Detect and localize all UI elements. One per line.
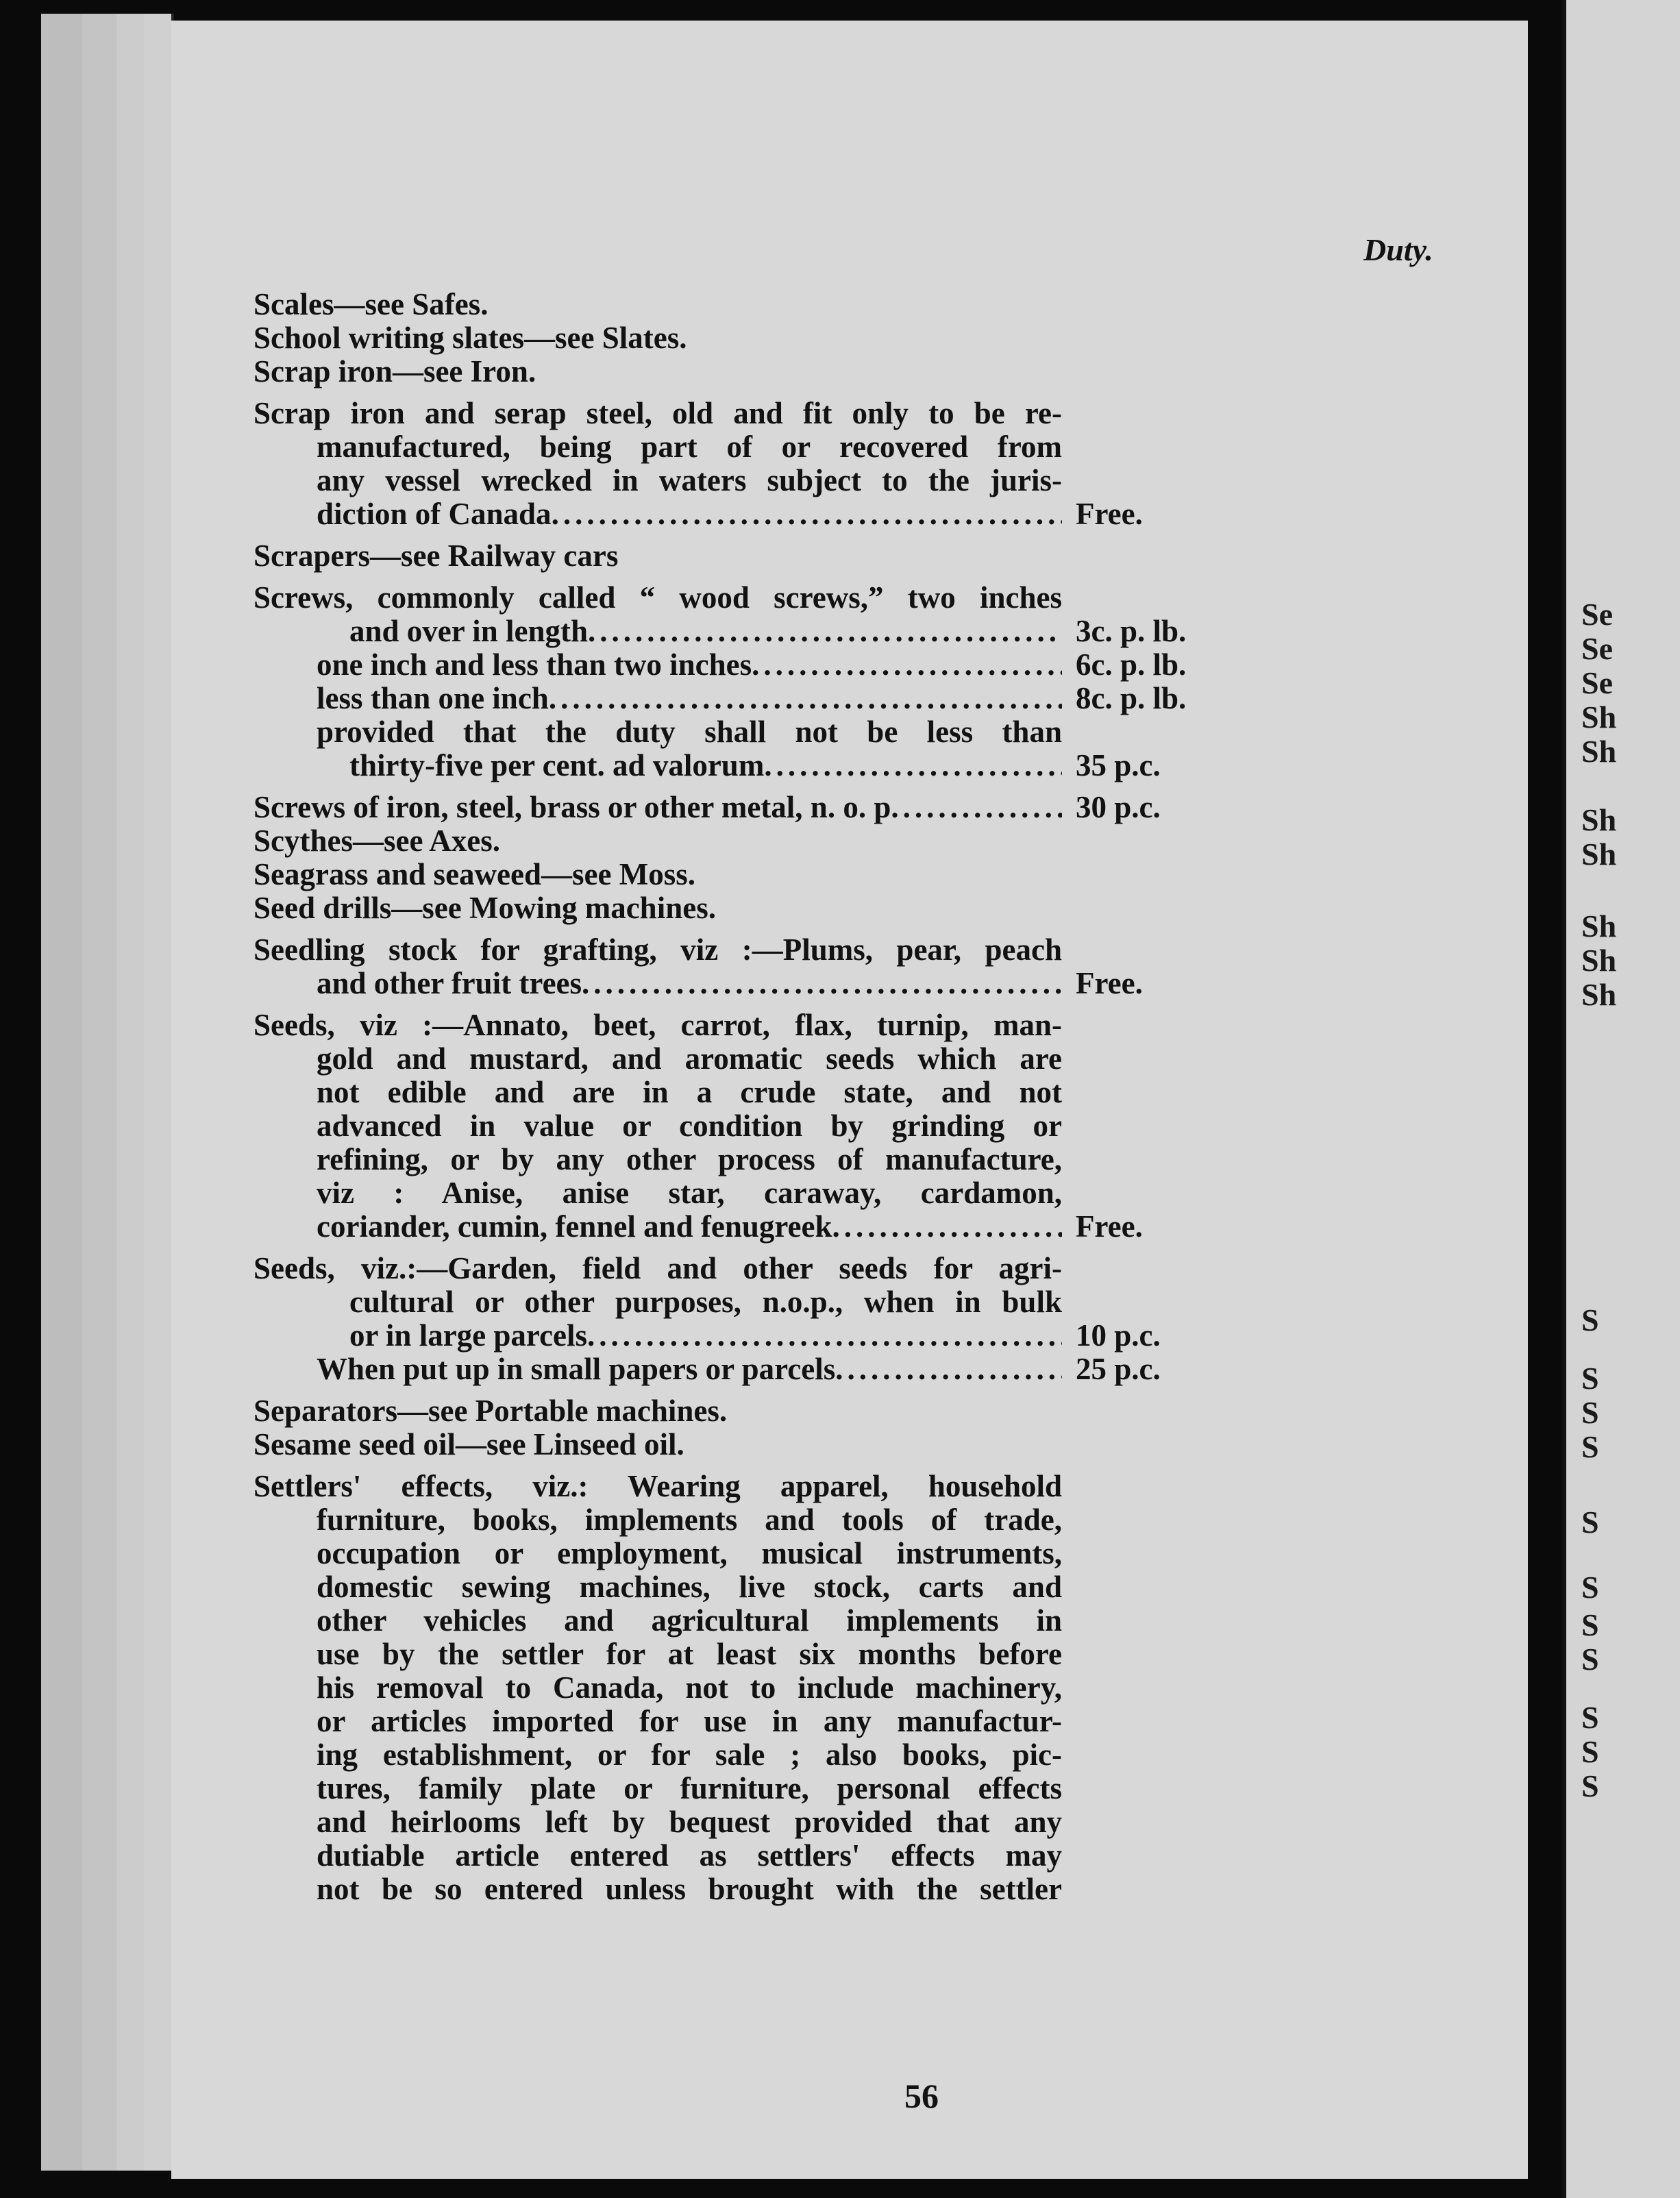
entry-text: and other fruit trees [317, 966, 582, 1000]
tariff-entry [254, 581, 1384, 615]
entry-text: advanced in value or condition by grinding or [317, 1109, 1062, 1143]
facing-page-fragment [1562, 0, 1680, 2198]
entry-text: cultural or other purposes, n.o.p., when in bulk [349, 1285, 1062, 1319]
facing-page-letter: Sh [1581, 909, 1617, 943]
tariff-entry [254, 891, 1384, 925]
facing-page-letter: S [1581, 1700, 1599, 1735]
facing-page-letter: Se [1581, 597, 1613, 632]
entry-text: refining, or by any other process of manufacture, [317, 1142, 1062, 1176]
duty-value: Free. [1076, 497, 1143, 531]
entry-text: tures, family plate or furniture, personal effects [317, 1771, 1062, 1805]
tariff-entry [254, 933, 1384, 1000]
entry-text: less than one inch [317, 681, 549, 715]
entry-text: Seeds, viz.:—Garden, field and other seeds for agri- [254, 1251, 1062, 1285]
entry-text: Seed drills—see Mowing machines. [254, 891, 716, 925]
tariff-entry [254, 1252, 1384, 1353]
entry-text: Seedling stock for grafting, viz :—Plums, pear, peach [254, 933, 1062, 967]
entry-text: not be so entered unless brought with the settler [317, 1872, 1062, 1906]
tariff-entry [254, 615, 1384, 648]
entry-text: When put up in small papers or parcels [317, 1352, 836, 1386]
facing-page-letter: Sh [1581, 943, 1617, 978]
tariff-entry [254, 539, 1384, 573]
entry-text: Screws, commonly called “ wood screws,” two inches [254, 580, 1062, 615]
page-edge [116, 14, 147, 2171]
entry-text: Settlers' effects, viz.: Wearing apparel, household [254, 1469, 1062, 1503]
page-edge [41, 14, 85, 2171]
tariff-entry [254, 824, 1384, 858]
duty-column-heading: Duty. [1363, 232, 1433, 267]
duty-value: 25 p.c. [1076, 1352, 1161, 1386]
entry-text: dutiable article entered as settlers' effects may [317, 1838, 1062, 1873]
entry-text: any vessel wrecked in waters subject to the juris- [317, 463, 1062, 497]
entry-text: Seagrass and seaweed—see Moss. [254, 857, 695, 891]
tariff-entry [254, 1428, 1384, 1461]
entry-text: thirty-five per cent. ad valorum [349, 748, 765, 782]
facing-page-letter: S [1581, 1505, 1599, 1540]
facing-page-letter: S [1581, 1642, 1599, 1677]
duty-value: 35 p.c. [1076, 748, 1161, 782]
duty-value: 3c. p. lb. [1076, 614, 1187, 648]
facing-page-letter: Sh [1581, 977, 1617, 1012]
facing-page-letter: Sh [1581, 802, 1617, 837]
entry-text: and over in length [349, 614, 588, 648]
tariff-entry [254, 1470, 1384, 1906]
tariff-entry [254, 858, 1384, 891]
facing-page-letter: Se [1581, 665, 1613, 700]
entry-text: Scythes—see Axes. [254, 824, 500, 858]
facing-page-letter: Se [1581, 631, 1613, 666]
entry-text: Scrap iron and serap steel, old and fit only to be re- [254, 396, 1062, 430]
page-edge [144, 14, 174, 2171]
tariff-entry [254, 397, 1384, 531]
entry-text: diction of Canada [317, 497, 552, 531]
entry-text: or in large parcels [349, 1318, 588, 1353]
entry-text: coriander, cumin, fennel and fenugreek [317, 1209, 832, 1244]
tariff-entry [254, 355, 1384, 388]
page-number: 56 [904, 2077, 939, 2115]
entry-text: Scales—see Safes. [254, 287, 489, 321]
facing-page-letter: S [1581, 1361, 1599, 1396]
entry-text: ing establishment, or for sale ; also books, pic- [317, 1738, 1062, 1772]
entry-text: viz : Anise, anise star, caraway, cardamon, [317, 1176, 1062, 1210]
facing-page-letter: S [1581, 1395, 1599, 1430]
entry-text: domestic sewing machines, live stock, carts and [317, 1570, 1062, 1604]
tariff-list [254, 232, 1433, 1906]
entry-text: gold and mustard, and aromatic seeds which are [317, 1041, 1062, 1076]
entry-text: manufactured, being part of or recovered from [317, 430, 1062, 464]
entry-text: Scrap iron—see Iron. [254, 354, 536, 388]
tariff-entry [254, 1394, 1384, 1428]
duty-value: Free. [1076, 1209, 1143, 1244]
entry-text: and heirlooms left by bequest provided that any [317, 1805, 1062, 1839]
facing-page-letter: S [1581, 1768, 1599, 1803]
entry-text: Screws of iron, steel, brass or other metal, n. o. p [254, 790, 891, 824]
tariff-entry [254, 1009, 1384, 1244]
facing-page-letter: Sh [1581, 837, 1617, 872]
facing-page-letter: S [1581, 1429, 1599, 1464]
entry-text: occupation or employment, musical instruments, [317, 1536, 1062, 1570]
entry-text: Seeds, viz :—Annato, beet, carrot, flax, turnip, man- [254, 1008, 1062, 1042]
tariff-entry [254, 682, 1384, 715]
facing-page-letter: Sh [1581, 700, 1617, 734]
tariff-entry [254, 648, 1384, 682]
facing-page-letter: S [1581, 1607, 1599, 1642]
entry-text: Separators—see Portable machines. [254, 1394, 728, 1428]
entry-text: provided that the duty shall not be less than [317, 715, 1062, 749]
tariff-entry [254, 715, 1384, 749]
duty-value: 6c. p. lb. [1076, 647, 1187, 682]
tariff-entry [254, 288, 1384, 321]
facing-page-letter: S [1581, 1302, 1599, 1337]
duty-value: 30 p.c. [1076, 790, 1161, 824]
tariff-entry [254, 791, 1384, 824]
entry-text: furniture, books, implements and tools of trade, [317, 1503, 1062, 1537]
facing-page-letter: S [1581, 1734, 1599, 1769]
entry-text: one inch and less than two inches [317, 647, 752, 682]
entry-text: Scrapers—see Railway cars [254, 539, 619, 573]
entry-text: other vehicles and agricultural implements in [317, 1603, 1062, 1638]
tariff-entry [254, 749, 1384, 782]
entry-text: or articles imported for use in any manufactur- [317, 1704, 1062, 1738]
duty-value: Free. [1076, 966, 1143, 1000]
page-edge [82, 14, 119, 2171]
entry-text: not edible and are in a crude state, and not [317, 1075, 1062, 1109]
entry-text: use by the settler for at least six months before [317, 1637, 1062, 1671]
tariff-entry [254, 1353, 1384, 1386]
duty-value: 8c. p. lb. [1076, 681, 1187, 715]
entry-text: his removal to Canada, not to include machinery, [317, 1670, 1062, 1705]
tariff-entry [254, 321, 1384, 355]
entry-text: School writing slates—see Slates. [254, 321, 687, 355]
facing-page-letter: S [1581, 1570, 1599, 1605]
duty-value: 10 p.c. [1076, 1318, 1161, 1353]
entry-text: Sesame seed oil—see Linseed oil. [254, 1427, 684, 1461]
facing-page-letter: Sh [1581, 734, 1617, 769]
